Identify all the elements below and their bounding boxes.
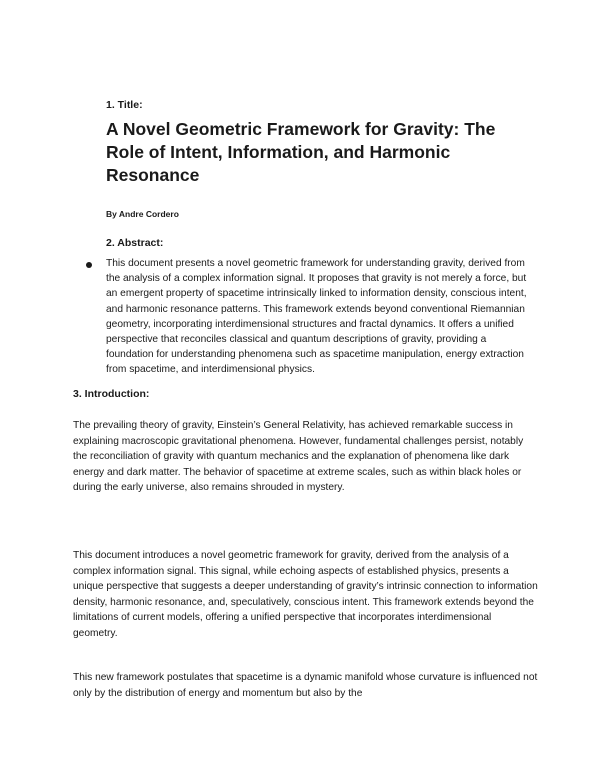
document-title: A Novel Geometric Framework for Gravity: The Role of Intent, Information, and Harmonic Resonance — [106, 119, 496, 185]
abstract-section-label: 2. Abstract: — [106, 237, 164, 249]
intro-paragraph-3: This new framework postulates that spacetime is a dynamic manifold whose curvature is influenced not only by the distribution of energy and momentum but also by the — [73, 672, 538, 699]
introduction-section-label: 3. Introduction: — [73, 388, 150, 400]
intro-paragraph-1: The prevailing theory of gravity, Einstein’s General Relativity, has achieved remarkable success in explaining macroscopic gravitational phenomena. However, fundamental challenges persist, notably the reconciliation of gravity with quantum mechanics and the explanation of phenomena like dark energy and dark matter. The behavior of spacetime at extreme scales, such as within black holes or during the early universe, also remains shrouded in mystery. — [73, 420, 524, 493]
bullet-icon — [86, 262, 92, 268]
author-line: By Andre Cordero — [106, 209, 179, 219]
intro-paragraph-2: This document introduces a novel geometric framework for gravity, derived from the analysis of a complex information signal. This signal, while echoing aspects of established physics, presents a unique perspective that suggests a deeper understanding of gravity’s intrinsic connection to information density, harmonic resonance, and, speculatively, conscious intent. This framework extends beyond the limitations of current models, offering a unified perspective that incorporates interdimensional geometry. — [73, 550, 538, 639]
title-section-label: 1. Title: — [106, 99, 143, 111]
abstract-paragraph: This document presents a novel geometric framework for understanding gravity, derived from the analysis of a complex information signal. It proposes that gravity is not merely a force, but an emergent property of spacetime intrinsically linked to information density, conscious intent, and harmonic resonance patterns. This framework extends beyond conventional Riemannian geometry, incorporating interdimensional structures and fractal dynamics. It offers a unified perspective that reconciles classical and quantum descriptions of gravity, providing a foundation for understanding phenomena such as spacetime manipulation, energy extraction from spacetime, and interdimensional physics. — [106, 258, 527, 376]
